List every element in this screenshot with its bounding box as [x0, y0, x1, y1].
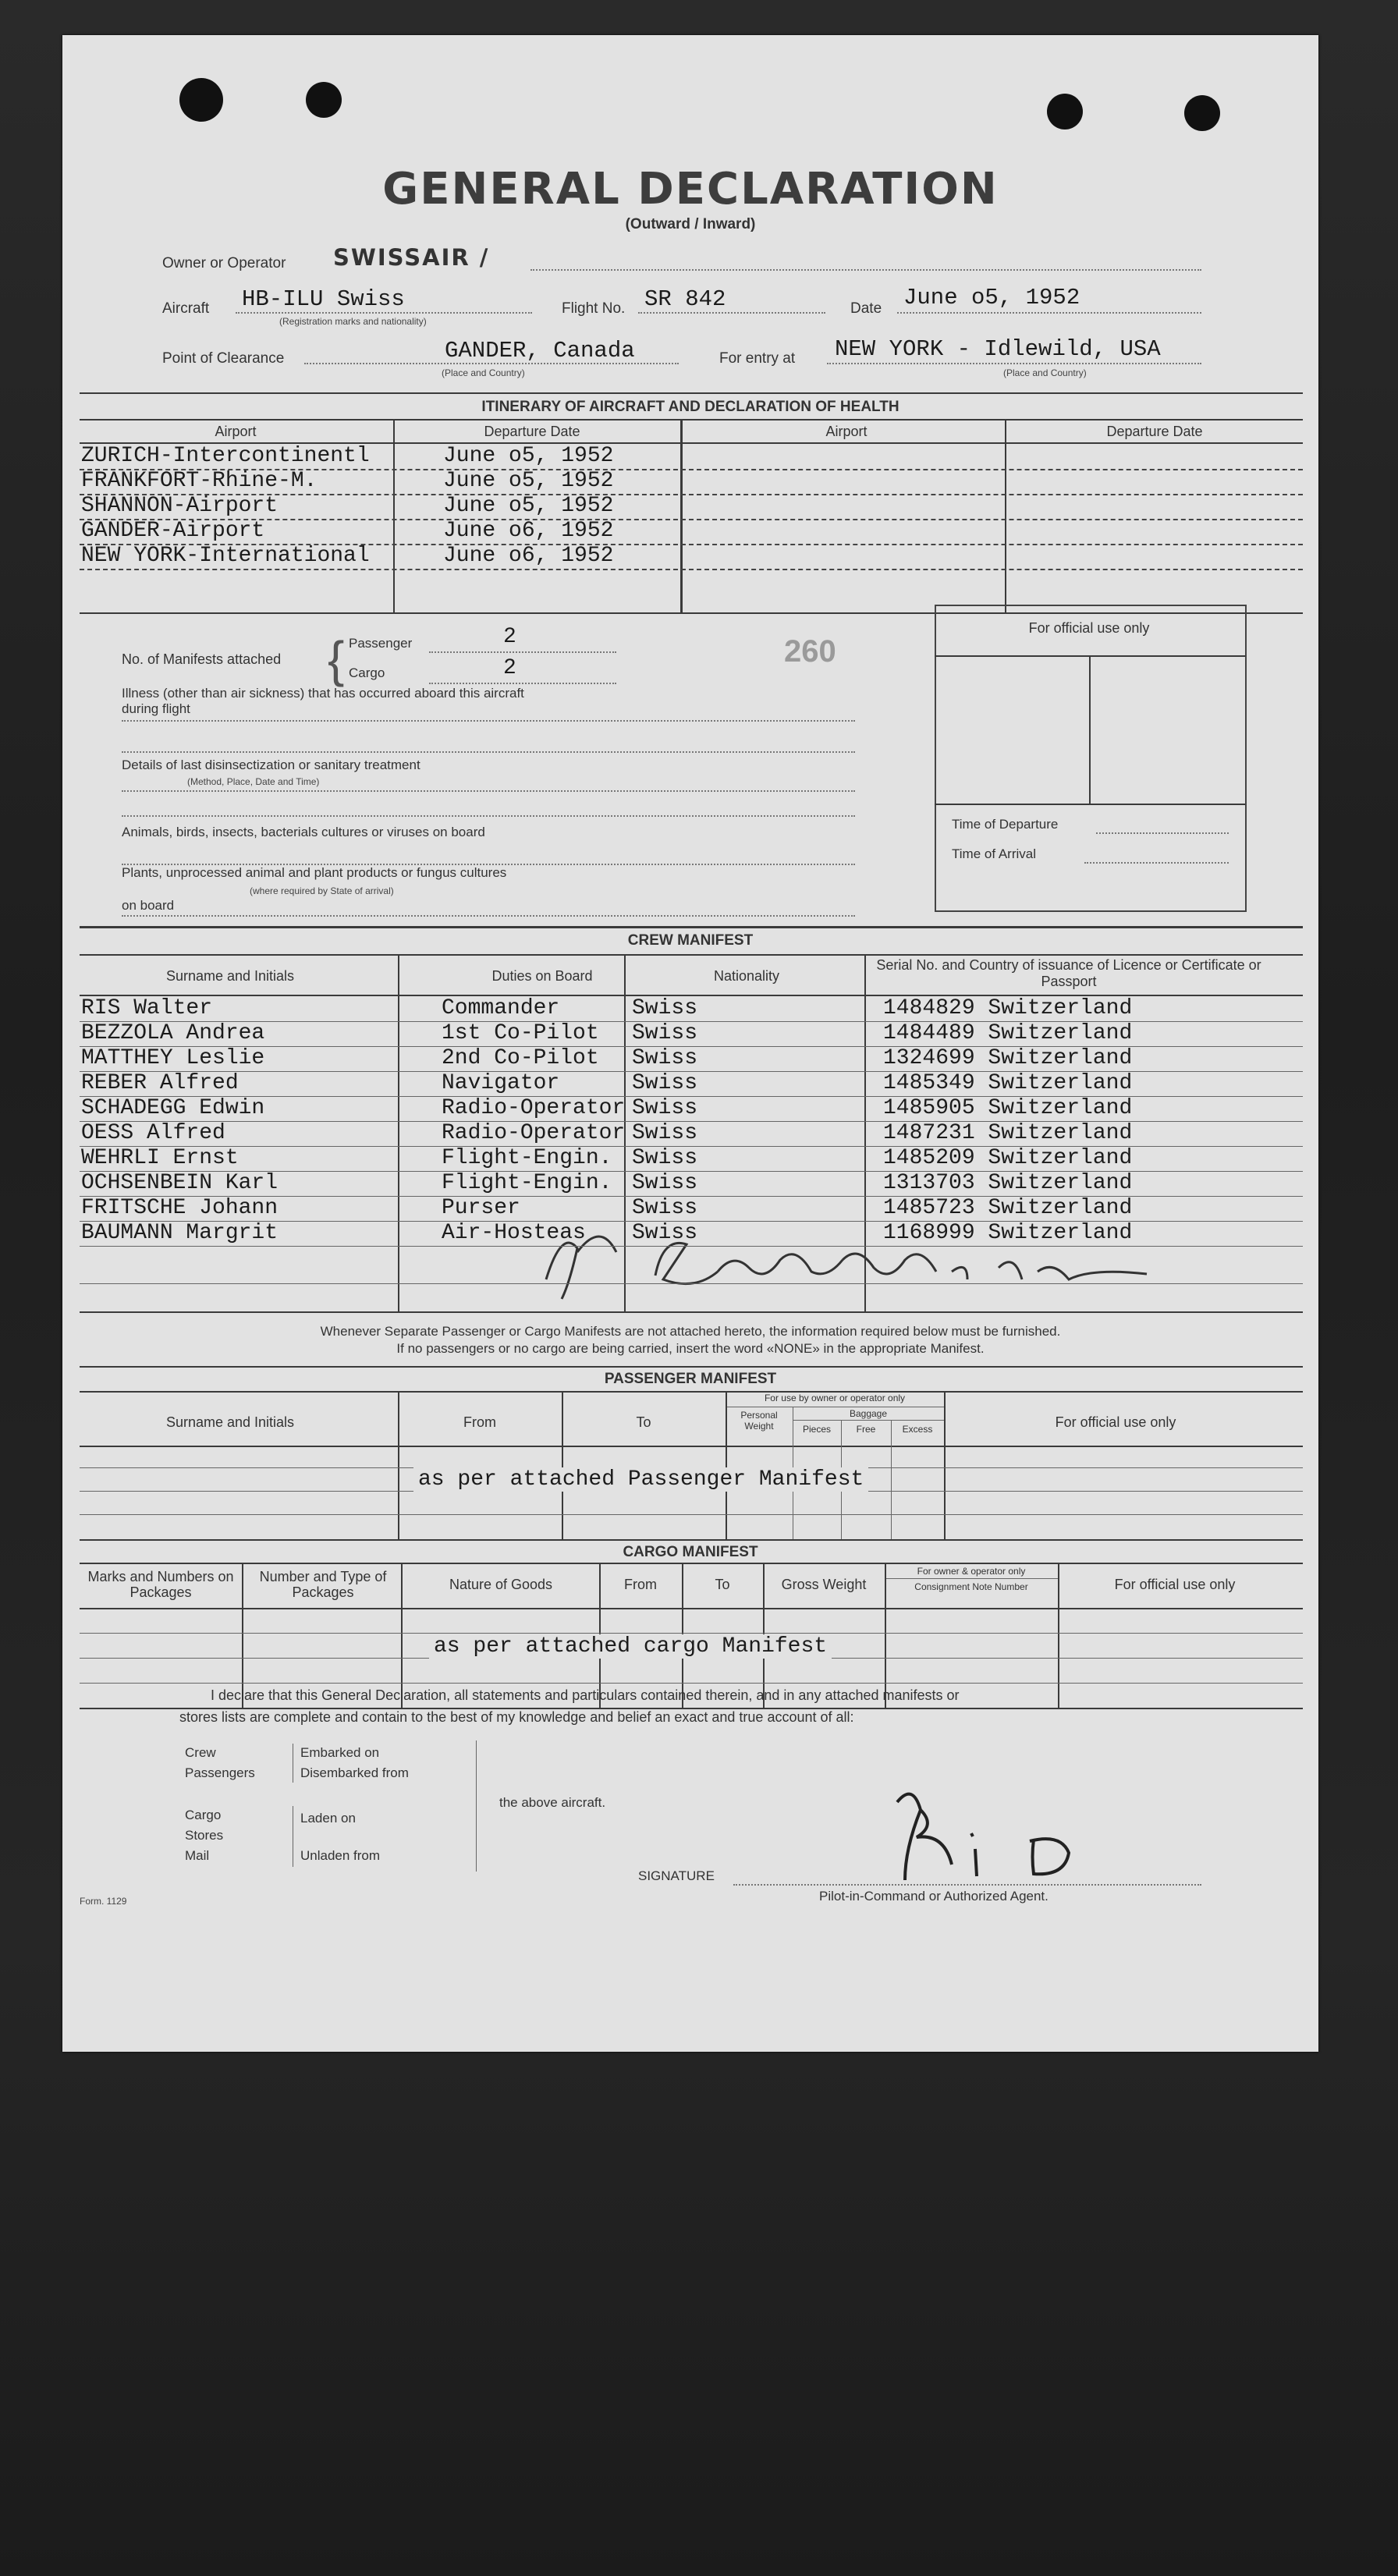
crew-licence: 1168999 Switzerland: [883, 1221, 1133, 1245]
col-divider: [891, 1420, 892, 1539]
col-divider: [680, 419, 683, 612]
decl-unladen: Unladen from: [300, 1848, 381, 1863]
crew-nationality: Swiss: [632, 1221, 698, 1245]
date-value: June o5, 1952: [903, 285, 1080, 310]
declaration-line-1: I declare that this General Declaration, all statements and particulars contained therein, and in any attached manifests or: [211, 1687, 960, 1703]
signature-label: SIGNATURE: [638, 1868, 715, 1883]
decl-above: the above aircraft.: [499, 1795, 606, 1810]
punch-hole: [306, 82, 342, 118]
passenger-line: [429, 651, 616, 653]
stamp-number: 260: [784, 634, 836, 669]
rule: [80, 419, 1303, 420]
crew-licence: 1313703 Switzerland: [883, 1171, 1133, 1195]
col-divider: [398, 954, 399, 1311]
crew-duty: Flight-Engin.: [442, 1171, 612, 1195]
plants-tail: on board: [122, 898, 175, 913]
crew-licence: 1487231 Switzerland: [883, 1121, 1133, 1145]
rule: [885, 1578, 1058, 1579]
crew-name: MATTHEY Leslie: [81, 1046, 265, 1070]
decl-mail: Mail: [185, 1848, 210, 1863]
itin-date: June o5, 1952: [443, 494, 614, 518]
decl-disembarked: Disembarked from: [300, 1765, 409, 1780]
crew-nationality: Swiss: [632, 1071, 698, 1095]
crew-nationality: Swiss: [632, 1096, 698, 1120]
date-line: [897, 312, 1201, 314]
crew-licence: 1485209 Switzerland: [883, 1146, 1133, 1170]
itinerary-title: ITINERARY OF AIRCRAFT AND DECLARATION OF HEALTH: [481, 399, 899, 415]
decl-stores: Stores: [185, 1828, 224, 1843]
cargo-value: 2: [503, 656, 516, 680]
clearance-label: Point of Clearance: [162, 350, 285, 367]
row-rule: [80, 569, 1303, 570]
owner-label: Owner or Operator: [162, 255, 286, 271]
cargo-header-number: Number and Type of Packages: [259, 1569, 387, 1600]
illness-label: Illness (other than air sickness) that has occurred aboard this aircraft during flight: [122, 686, 524, 716]
crew-duty: Commander: [442, 996, 560, 1020]
clearance-line: [304, 363, 679, 364]
itin-date: June o5, 1952: [443, 469, 614, 493]
rule: [80, 954, 1303, 956]
col-divider: [393, 419, 395, 612]
pax-header-baggage: Baggage: [849, 1408, 888, 1419]
itin-airport: NEW YORK-International: [81, 544, 370, 568]
crew-nationality: Swiss: [632, 1021, 698, 1045]
rule: [80, 1311, 1303, 1313]
passenger-value: 2: [503, 625, 516, 649]
disinsect-line: [122, 815, 855, 817]
crew-header-licence: Serial No. and Country of issuance of Licence or Certificate or Passport: [876, 957, 1261, 989]
punch-hole: [179, 78, 223, 122]
crew-duty: Air-Hosteas: [442, 1221, 586, 1245]
crew-header-name: Surname and Initials: [165, 968, 295, 984]
itin-airport: GANDER-Airport: [81, 519, 265, 543]
cargo-line: [429, 683, 616, 684]
itin-header-airport-2: Airport: [825, 424, 868, 439]
time-departure-label: Time of Departure: [952, 817, 1059, 832]
rule: [80, 1366, 1303, 1368]
pax-header-free: Free: [856, 1424, 876, 1435]
decl-bracket: [476, 1740, 477, 1872]
decl-cargo: Cargo: [185, 1808, 222, 1822]
disinsect-line: [122, 790, 855, 792]
itin-header-airport: Airport: [215, 424, 257, 439]
crew-licence: 1324699 Switzerland: [883, 1046, 1133, 1070]
entry-value: NEW YORK - Idlewild, USA: [835, 336, 1161, 362]
crew-name: OCHSENBEIN Karl: [81, 1171, 279, 1195]
rule: [793, 1420, 944, 1421]
passenger-label: Passenger: [349, 636, 413, 651]
crew-name: OESS Alfred: [81, 1121, 225, 1145]
crew-name: WEHRLI Ernst: [81, 1146, 239, 1170]
disinsect-label: Details of last disinsectization or sanitary treatment: [122, 758, 420, 772]
crew-duty: Radio-Operator: [442, 1121, 626, 1145]
flight-label: Flight No.: [562, 300, 626, 317]
crew-name: BAUMANN Margrit: [81, 1221, 279, 1245]
form-number: Form. 1129: [80, 1896, 127, 1907]
crew-note-1: Whenever Separate Passenger or Cargo Manifests are not attached hereto, the information required below must be furnished.: [320, 1324, 1061, 1339]
illness-line: [122, 751, 855, 753]
aircraft-label: Aircraft: [162, 300, 210, 317]
crew-licence: 1484489 Switzerland: [883, 1021, 1133, 1045]
crew-nationality: Swiss: [632, 996, 698, 1020]
entry-note: (Place and Country): [1003, 367, 1087, 378]
pax-header-to: To: [636, 1414, 651, 1430]
itin-date: June o6, 1952: [443, 519, 614, 543]
crew-licence: 1485905 Switzerland: [883, 1096, 1133, 1120]
punch-hole: [1184, 95, 1220, 131]
cargo-header-from: From: [624, 1577, 657, 1592]
crew-licence: 1484829 Switzerland: [883, 996, 1133, 1020]
crew-duty: 1st Co-Pilot: [442, 1021, 599, 1045]
crew-nationality: Swiss: [632, 1146, 698, 1170]
plants-line: [122, 915, 855, 917]
crew-duty: Purser: [442, 1196, 520, 1220]
row-rule: [80, 1246, 1303, 1247]
crew-duty: Flight-Engin.: [442, 1146, 612, 1170]
col-divider: [562, 1391, 563, 1539]
itin-header-date-2: Departure Date: [1106, 424, 1203, 439]
disinsect-note: (Method, Place, Date and Time): [187, 776, 320, 787]
cargo-header-owner: For owner & operator only: [917, 1566, 1026, 1577]
cargo-entry: as per attached cargo Manifest: [429, 1634, 832, 1659]
rule: [80, 1608, 1303, 1609]
col-divider: [885, 1563, 886, 1708]
form-subtitle: (Outward / Inward): [625, 216, 756, 232]
itin-airport: ZURICH-Intercontinentl: [81, 444, 370, 468]
itin-airport: SHANNON-Airport: [81, 494, 279, 518]
rule: [80, 1446, 1303, 1447]
crew-licence: 1485349 Switzerland: [883, 1071, 1133, 1095]
cargo-header-weight: Gross Weight: [781, 1577, 867, 1592]
rule: [80, 392, 1303, 394]
aircraft-value: HB-ILU Swiss: [242, 286, 405, 312]
col-divider: [726, 1391, 727, 1539]
owner-line: [530, 269, 1201, 271]
cargo-header-consignment: Consignment Note Number: [914, 1581, 1028, 1592]
pax-header-name: Surname and Initials: [165, 1414, 295, 1430]
crew-title: CREW MANIFEST: [627, 932, 754, 949]
rule: [80, 1563, 1303, 1564]
aircraft-note: (Registration marks and nationality): [279, 316, 427, 327]
crew-name: FRITSCHE Johann: [81, 1196, 279, 1220]
crew-duty: Navigator: [442, 1071, 560, 1095]
crew-name: BEZZOLA Andrea: [81, 1021, 265, 1045]
entry-line: [827, 363, 1201, 364]
declaration-line-2: stores lists are complete and contain to the best of my knowledge and belief an exact and true account of all:: [179, 1709, 854, 1725]
itin-date: June o6, 1952: [443, 544, 614, 568]
pax-entry: as per attached Passenger Manifest: [413, 1467, 868, 1492]
crew-nationality: Swiss: [632, 1046, 698, 1070]
col-divider: [398, 1391, 399, 1539]
crew-duty: Radio-Operator: [442, 1096, 626, 1120]
passenger-title: PASSENGER MANIFEST: [604, 1371, 777, 1387]
col-divider: [242, 1563, 243, 1708]
row-rule: [80, 1514, 1303, 1515]
brace: {: [328, 631, 345, 687]
form-title: GENERAL DECLARATION: [382, 164, 999, 215]
entry-label: For entry at: [719, 350, 796, 367]
row-rule: [80, 1633, 1303, 1634]
col-divider: [401, 1563, 403, 1708]
crew-nationality: Swiss: [632, 1196, 698, 1220]
official-use-label: For official use only: [1028, 620, 1150, 636]
flight-line: [638, 312, 825, 314]
crew-licence: 1485723 Switzerland: [883, 1196, 1133, 1220]
plants-label: Plants, unprocessed animal and plant products or fungus cultures: [122, 865, 507, 880]
crew-duty: 2nd Co-Pilot: [442, 1046, 599, 1070]
decl-laden: Laden on: [300, 1811, 356, 1826]
crew-header-nationality: Nationality: [713, 968, 780, 984]
flight-value: SR 842: [644, 286, 726, 312]
crew-name: SCHADEGG Edwin: [81, 1096, 265, 1120]
crew-name: RIS Walter: [81, 996, 213, 1020]
illness-line: [122, 720, 855, 722]
cargo-title: CARGO MANIFEST: [623, 1544, 758, 1560]
cargo-header-marks: Marks and Numbers on Packages: [87, 1569, 234, 1600]
manifests-label: No. of Manifests attached: [122, 651, 282, 667]
time-arrival-line: [1084, 862, 1229, 864]
crew-name: REBER Alfred: [81, 1071, 239, 1095]
col-divider: [1058, 1563, 1059, 1708]
crew-nationality: Swiss: [632, 1121, 698, 1145]
owner-value: SWISSAIR /: [333, 244, 490, 271]
decl-passengers: Passengers: [185, 1765, 255, 1780]
punch-hole: [1047, 94, 1083, 130]
decl-embarked: Embarked on: [300, 1745, 380, 1760]
itin-header-date: Departure Date: [484, 424, 580, 439]
cargo-header-nature: Nature of Goods: [449, 1577, 553, 1592]
plants-note: (where required by State of arrival): [250, 885, 394, 896]
time-departure-line: [1096, 832, 1229, 834]
pax-header-pieces: Pieces: [802, 1424, 832, 1435]
aircraft-line: [236, 312, 532, 314]
pax-header-excess: Excess: [902, 1424, 933, 1435]
official-use-box: [935, 605, 1247, 912]
row-rule: [80, 1283, 1303, 1284]
rule: [935, 804, 1245, 805]
clearance-note: (Place and Country): [442, 367, 525, 378]
document-sheet: [62, 35, 1318, 2052]
decl-crew: Crew: [185, 1745, 216, 1760]
col-divider: [1089, 655, 1091, 804]
pax-header-official: For official use only: [1055, 1414, 1176, 1430]
date-label: Date: [850, 300, 882, 317]
crew-nationality: Swiss: [632, 1171, 698, 1195]
pilot-label: Pilot-in-Command or Authorized Agent.: [819, 1889, 1048, 1904]
time-arrival-label: Time of Arrival: [952, 846, 1037, 861]
crew-note-2: If no passengers or no cargo are being carried, insert the word «NONE» in the appropriate Manifest.: [396, 1341, 985, 1356]
cargo-label: Cargo: [349, 665, 385, 680]
crew-header-duty: Duties on Board: [491, 968, 593, 984]
rule: [80, 926, 1303, 928]
row-rule: [80, 1683, 1303, 1684]
animals-label: Animals, birds, insects, bacterials cultures or viruses on board: [122, 825, 485, 839]
rule: [80, 1391, 1303, 1393]
pax-header-owner-use: For use by owner or operator only: [764, 1393, 906, 1403]
col-divider: [944, 1391, 946, 1539]
cargo-header-to: To: [715, 1577, 730, 1592]
pax-header-from: From: [463, 1414, 496, 1430]
cargo-header-official: For official use only: [1114, 1577, 1236, 1592]
clearance-value: GANDER, Canada: [445, 338, 635, 364]
col-divider: [1005, 419, 1006, 612]
pax-header-weight: Personal Weight: [740, 1410, 778, 1432]
rule: [80, 1539, 1303, 1541]
itin-airport: FRANKFORT-Rhine-M.: [81, 469, 318, 493]
itin-date: June o5, 1952: [443, 444, 614, 468]
